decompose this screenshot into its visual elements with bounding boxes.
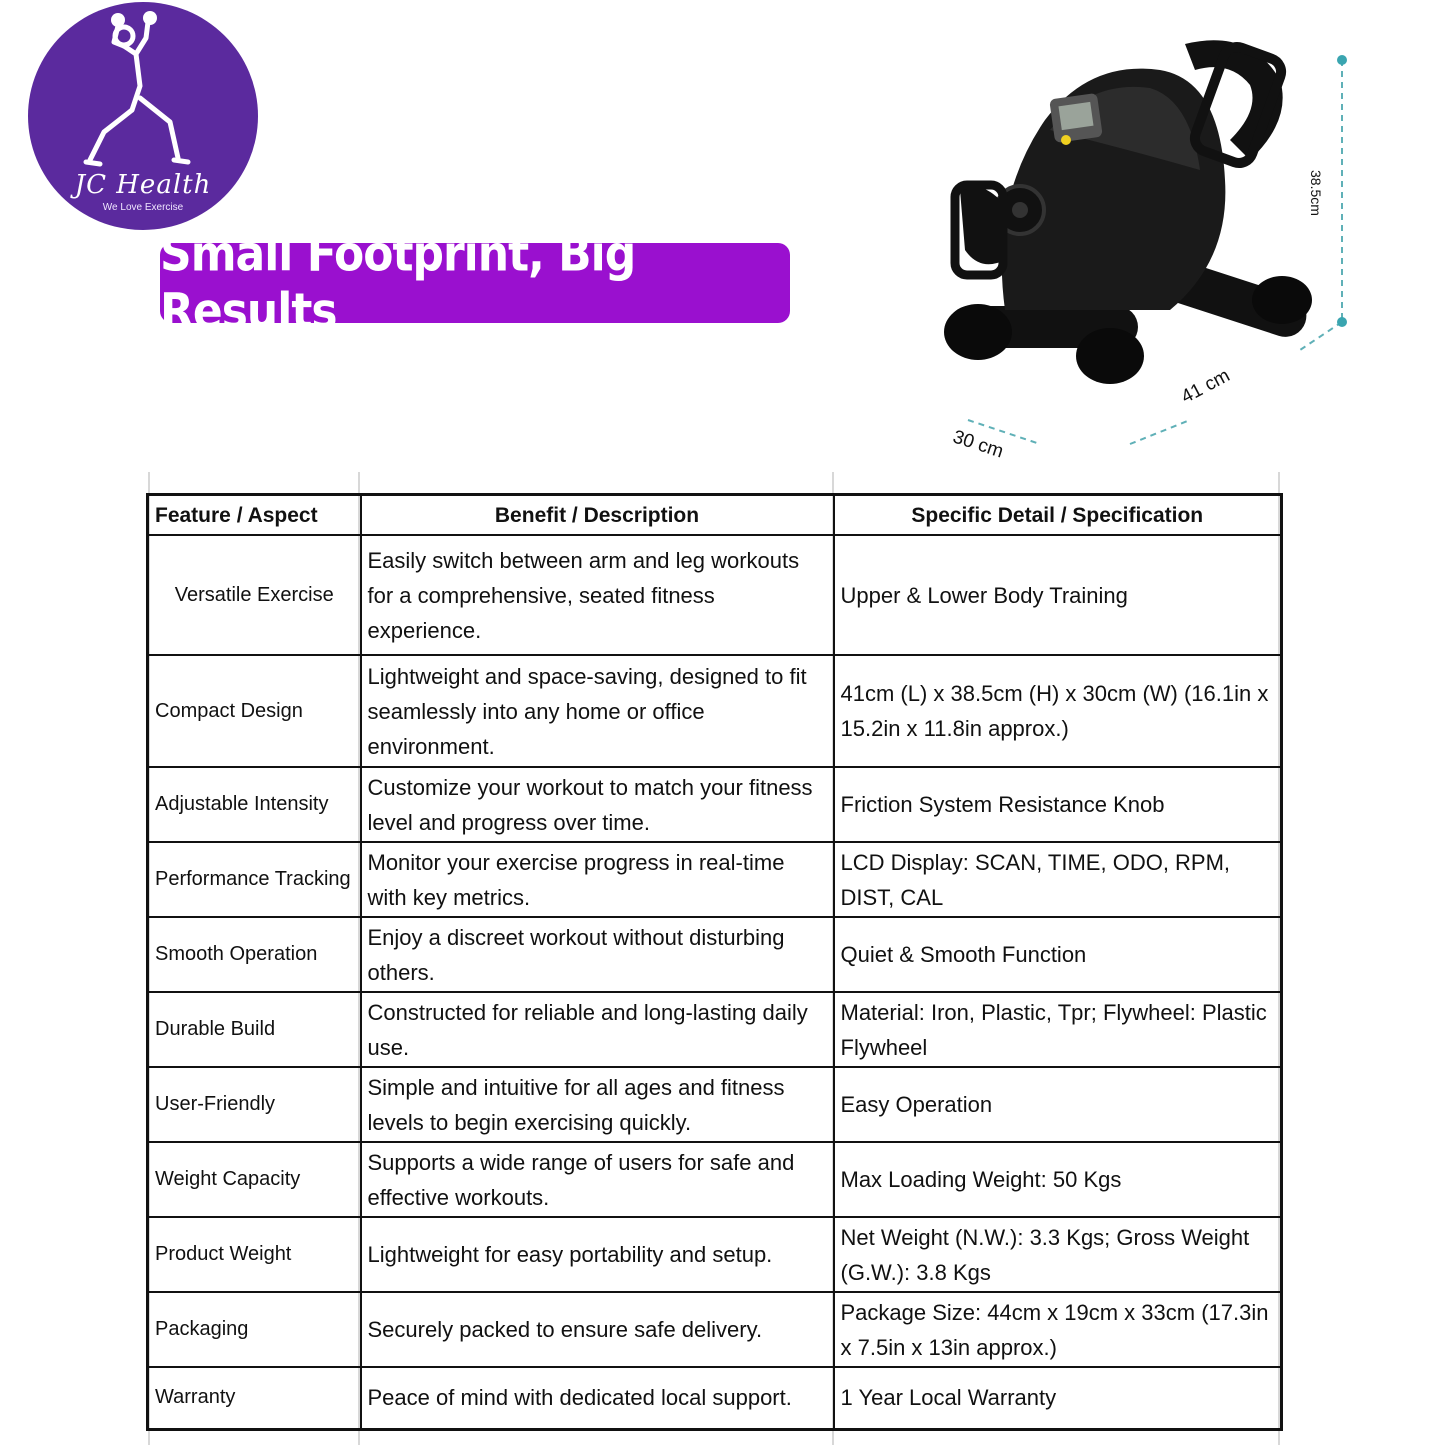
benefit-cell: Simple and intuitive for all ages and fitness levels to begin exercising quickly. <box>361 1067 834 1142</box>
table-row <box>148 535 1282 655</box>
benefit-cell: Constructed for reliable and long-lasting daily use. <box>361 992 834 1067</box>
detail-cell: Upper & Lower Body Training <box>834 535 1282 655</box>
table-row <box>148 1292 1282 1367</box>
feature-cell: Compact Design <box>148 655 361 767</box>
table-row <box>148 655 1282 767</box>
table-header-row <box>148 495 1282 536</box>
benefit-cell: Lightweight and space-saving, designed to fit seamlessly into any home or office environment. <box>361 655 834 767</box>
table-row <box>148 1217 1282 1292</box>
mini-exercise-bike-icon <box>830 10 1390 470</box>
table-row <box>148 1067 1282 1142</box>
header-detail: Specific Detail / Specification <box>834 495 1282 536</box>
detail-cell: Net Weight (N.W.): 3.3 Kgs; Gross Weight (G.W.): 3.8 Kgs <box>834 1217 1282 1292</box>
brand-tagline: We Love Exercise <box>102 202 184 213</box>
detail-cell: Package Size: 44cm x 19cm x 33cm (17.3in x 7.5in x 13in approx.) <box>834 1292 1282 1367</box>
table-row <box>148 1142 1282 1217</box>
width-dimension-label: 30 cm <box>950 426 1006 463</box>
header-feature: Feature / Aspect <box>148 495 361 536</box>
feature-cell: Weight Capacity <box>148 1142 361 1217</box>
table-row <box>148 992 1282 1067</box>
benefit-cell: Lightweight for easy portability and setup. <box>361 1217 834 1292</box>
benefit-cell: Easily switch between arm and leg workouts for a comprehensive, seated fitness experience. <box>361 535 834 655</box>
height-dimension-label: 38.5cm <box>1308 170 1324 216</box>
feature-cell: Product Weight <box>148 1217 361 1292</box>
detail-cell: LCD Display: SCAN, TIME, ODO, RPM, DIST, CAL <box>834 842 1282 917</box>
benefit-cell: Peace of mind with dedicated local support. <box>361 1367 834 1429</box>
feature-cell: Performance Tracking <box>148 842 361 917</box>
length-dimension-label: 41 cm <box>1177 365 1234 408</box>
feature-cell: Packaging <box>148 1292 361 1367</box>
benefit-cell: Customize your workout to match your fitness level and progress over time. <box>361 767 834 842</box>
benefit-cell: Monitor your exercise progress in real-time with key metrics. <box>361 842 834 917</box>
table-row <box>148 917 1282 992</box>
feature-cell: Versatile Exercise <box>148 535 361 655</box>
table-row <box>148 1367 1282 1429</box>
detail-cell: 41cm (L) x 38.5cm (H) x 30cm (W) (16.1in x 15.2in x 11.8in approx.) <box>834 655 1282 767</box>
table-row <box>148 767 1282 842</box>
detail-cell: Friction System Resistance Knob <box>834 767 1282 842</box>
feature-cell: User-Friendly <box>148 1067 361 1142</box>
detail-cell: Max Loading Weight: 50 Kgs <box>834 1142 1282 1217</box>
feature-cell: Smooth Operation <box>148 917 361 992</box>
feature-cell: Durable Build <box>148 992 361 1067</box>
header-benefit: Benefit / Description <box>361 495 834 536</box>
spec-table <box>146 493 1283 1431</box>
detail-cell: Material: Iron, Plastic, Tpr; Flywheel: Plastic Flywheel <box>834 992 1282 1067</box>
benefit-cell: Supports a wide range of users for safe and effective workouts. <box>361 1142 834 1217</box>
table-row <box>148 842 1282 917</box>
brand-logo <box>28 2 258 230</box>
feature-cell: Adjustable Intensity <box>148 767 361 842</box>
detail-cell: Easy Operation <box>834 1067 1282 1142</box>
benefit-cell: Enjoy a discreet workout without disturbing others. <box>361 917 834 992</box>
benefit-cell: Securely packed to ensure safe delivery. <box>361 1292 834 1367</box>
brand-name: JC Health <box>74 170 212 200</box>
detail-cell: Quiet & Smooth Function <box>834 917 1282 992</box>
product-image <box>830 10 1390 470</box>
detail-cell: 1 Year Local Warranty <box>834 1367 1282 1429</box>
headline-text: Small Footprint, Big Results <box>160 225 636 341</box>
feature-cell: Warranty <box>148 1367 361 1429</box>
headline-banner <box>160 225 790 341</box>
